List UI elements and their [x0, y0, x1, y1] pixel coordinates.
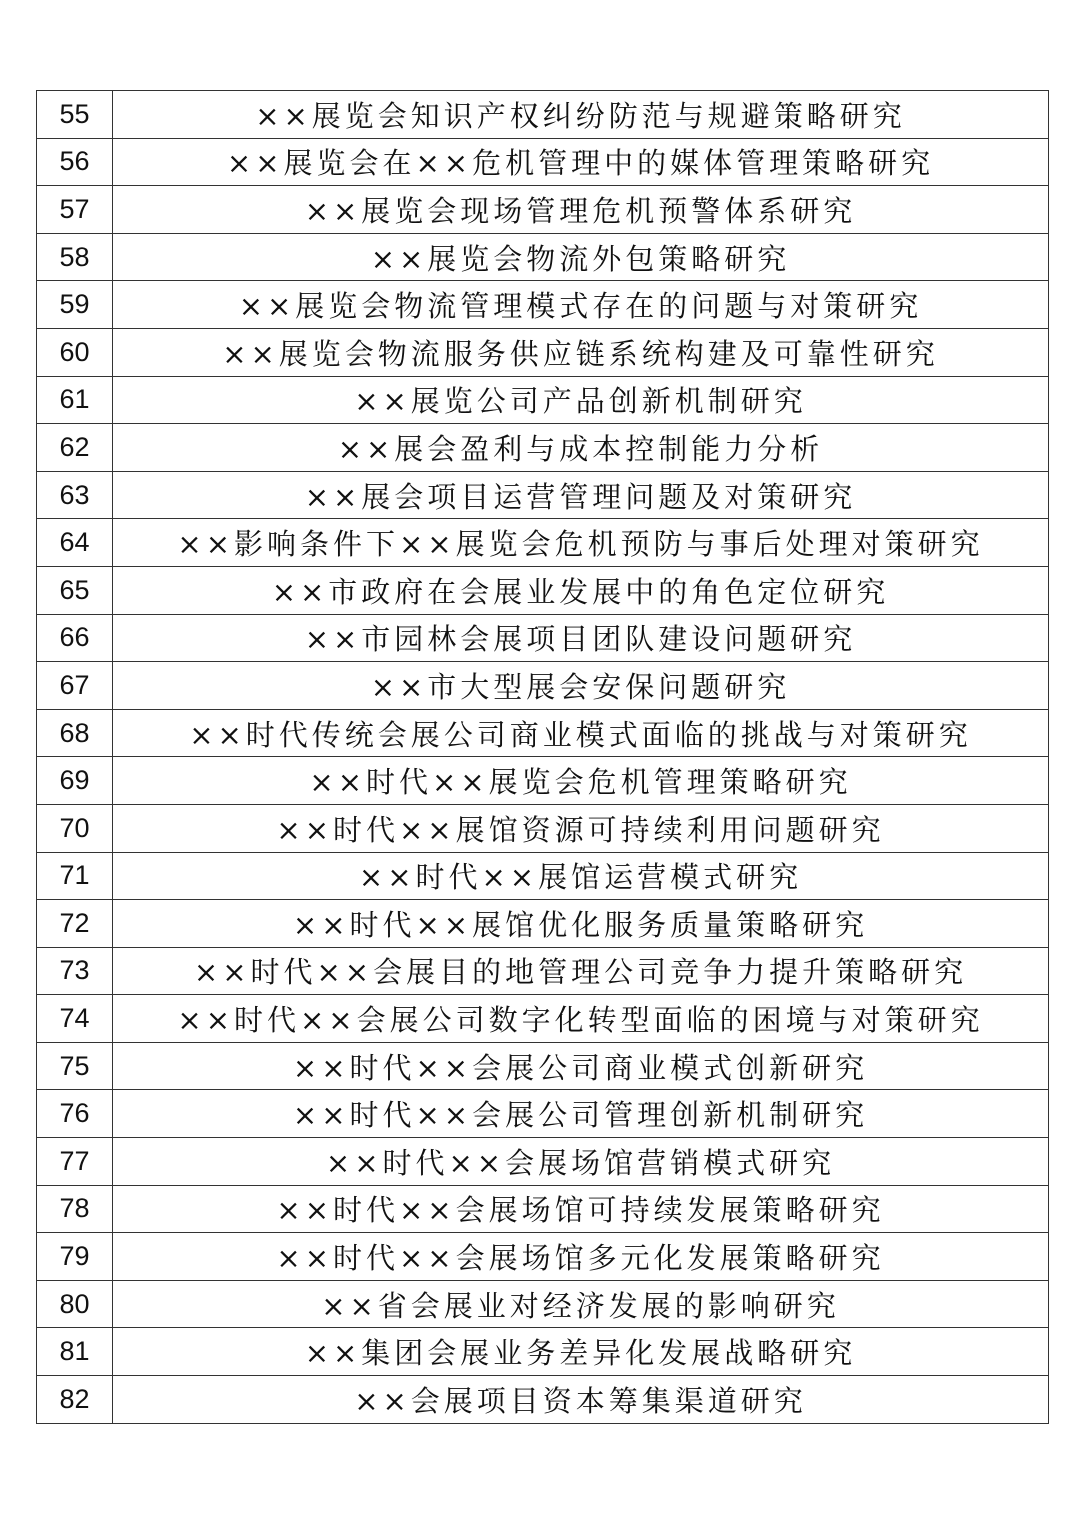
table-row [37, 995, 1049, 1043]
topic-title: ××展览会知识产权纠纷防范与规避策略研究 [113, 91, 1049, 139]
table-row [37, 91, 1049, 139]
topic-title: ××市大型展会安保问题研究 [113, 662, 1049, 710]
topic-title: ××时代传统会展公司商业模式面临的挑战与对策研究 [113, 709, 1049, 757]
table-row [37, 566, 1049, 614]
row-number: 58 [37, 233, 113, 281]
table-row [37, 1042, 1049, 1090]
topic-title: ××展览会现场管理危机预警体系研究 [113, 186, 1049, 234]
topic-title: ××展览会物流管理模式存在的问题与对策研究 [113, 281, 1049, 329]
table-row [37, 138, 1049, 186]
topic-table-body [37, 91, 1049, 1424]
row-number: 62 [37, 424, 113, 472]
table-row [37, 1138, 1049, 1186]
row-number: 56 [37, 138, 113, 186]
table-row [37, 186, 1049, 234]
table-row [37, 1185, 1049, 1233]
topic-title: ××时代××会展场馆多元化发展策略研究 [113, 1233, 1049, 1281]
topic-title: ××时代××会展场馆可持续发展策略研究 [113, 1185, 1049, 1233]
topic-title: ××时代××会展公司商业模式创新研究 [113, 1042, 1049, 1090]
table-row [37, 900, 1049, 948]
row-number: 81 [37, 1328, 113, 1376]
row-number: 55 [37, 91, 113, 139]
table-row [37, 804, 1049, 852]
row-number: 66 [37, 614, 113, 662]
row-number: 75 [37, 1042, 113, 1090]
topic-title: ××时代××会展场馆营销模式研究 [113, 1138, 1049, 1186]
row-number: 61 [37, 376, 113, 424]
row-number: 80 [37, 1280, 113, 1328]
table-row [37, 1376, 1049, 1424]
table-row [37, 376, 1049, 424]
row-number: 64 [37, 519, 113, 567]
row-number: 74 [37, 995, 113, 1043]
table-row [37, 852, 1049, 900]
topic-title: ××影响条件下××展览会危机预防与事后处理对策研究 [113, 519, 1049, 567]
table-row [37, 1280, 1049, 1328]
table-row [37, 1328, 1049, 1376]
row-number: 65 [37, 566, 113, 614]
topic-title: ××省会展业对经济发展的影响研究 [113, 1280, 1049, 1328]
topic-title: ××展览会物流外包策略研究 [113, 233, 1049, 281]
topic-title: ××集团会展业务差异化发展战略研究 [113, 1328, 1049, 1376]
row-number: 69 [37, 757, 113, 805]
table-row [37, 947, 1049, 995]
table-row [37, 233, 1049, 281]
topic-title: ××会展项目资本筹集渠道研究 [113, 1376, 1049, 1424]
topic-title: ××展会盈利与成本控制能力分析 [113, 424, 1049, 472]
row-number: 72 [37, 900, 113, 948]
table-row [37, 709, 1049, 757]
row-number: 77 [37, 1138, 113, 1186]
table-row [37, 662, 1049, 710]
topic-title: ××时代××会展公司管理创新机制研究 [113, 1090, 1049, 1138]
row-number: 59 [37, 281, 113, 329]
row-number: 60 [37, 328, 113, 376]
topic-title: ××展览公司产品创新机制研究 [113, 376, 1049, 424]
topic-title: ××展览会物流服务供应链系统构建及可靠性研究 [113, 328, 1049, 376]
row-number: 63 [37, 471, 113, 519]
table-row [37, 757, 1049, 805]
table-row [37, 328, 1049, 376]
topic-title: ××时代××会展公司数字化转型面临的困境与对策研究 [113, 995, 1049, 1043]
table-row [37, 424, 1049, 472]
row-number: 76 [37, 1090, 113, 1138]
table-row [37, 281, 1049, 329]
row-number: 71 [37, 852, 113, 900]
table-row [37, 471, 1049, 519]
table-row [37, 1233, 1049, 1281]
topic-title: ××时代××展馆优化服务质量策略研究 [113, 900, 1049, 948]
row-number: 57 [37, 186, 113, 234]
row-number: 70 [37, 804, 113, 852]
topic-title: ××展览会在××危机管理中的媒体管理策略研究 [113, 138, 1049, 186]
topic-title: ××展会项目运营管理问题及对策研究 [113, 471, 1049, 519]
topic-title: ××市政府在会展业发展中的角色定位研究 [113, 566, 1049, 614]
row-number: 73 [37, 947, 113, 995]
topic-title: ××时代××会展目的地管理公司竞争力提升策略研究 [113, 947, 1049, 995]
table-row [37, 614, 1049, 662]
row-number: 82 [37, 1376, 113, 1424]
research-topic-table [36, 90, 1049, 1424]
table-row [37, 1090, 1049, 1138]
row-number: 79 [37, 1233, 113, 1281]
row-number: 68 [37, 709, 113, 757]
topic-title: ××时代××展览会危机管理策略研究 [113, 757, 1049, 805]
topic-title: ××市园林会展项目团队建设问题研究 [113, 614, 1049, 662]
topic-title: ××时代××展馆运营模式研究 [113, 852, 1049, 900]
table-row [37, 519, 1049, 567]
row-number: 67 [37, 662, 113, 710]
topic-title: ××时代××展馆资源可持续利用问题研究 [113, 804, 1049, 852]
row-number: 78 [37, 1185, 113, 1233]
